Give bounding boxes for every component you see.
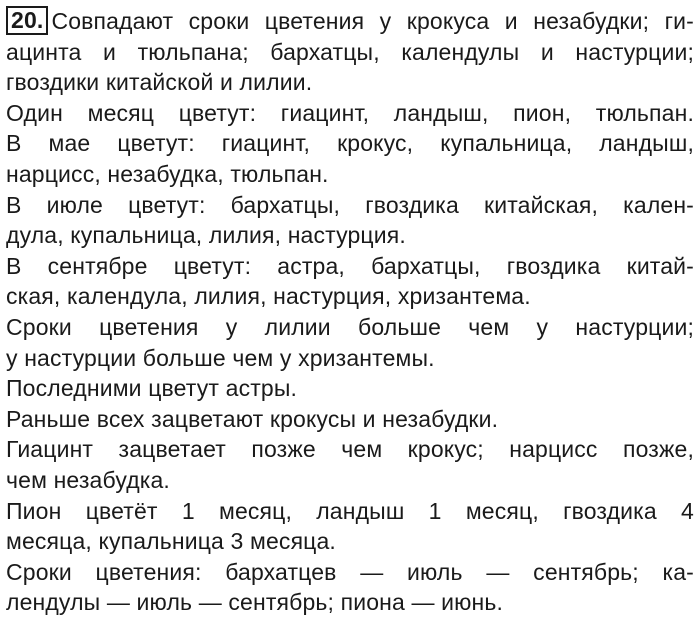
- text-line-4: Один месяц цветут: гиацинт, ландыш, пион, тюльпан.: [6, 99, 694, 126]
- text-line-6: нарцисс, незабудка, тюльпан.: [6, 161, 329, 187]
- text-line-20: лендулы — июль — сентябрь; пиона — июнь.: [6, 589, 504, 616]
- text-line-3: гвоздики китайской и лилии.: [6, 69, 313, 96]
- text-line-8: дула, купальница, лилия, настурция.: [6, 222, 406, 249]
- text-line-19: Сроки цветения: бархатцев — июль — сентябрь; ка-: [6, 558, 694, 585]
- text-line-7: В июле цветут: бархатцы, гвоздика китайская, кален-: [6, 191, 694, 218]
- text-line-14: Раньше всех зацветают крокусы и незабудки.: [6, 405, 499, 432]
- text-line-15: Гиацинт зацветает позже чем крокус; нарцисс позже,: [6, 436, 694, 463]
- text-line-10: ская, календула, лилия, настурция, хризантема.: [6, 283, 531, 310]
- text-line-9: В сентябре цветут: астра, бархатцы, гвоздика китай-: [6, 252, 694, 279]
- text-line-1: [6, 6, 694, 37]
- problem-number-badge: 20.: [6, 6, 48, 35]
- text-line-11: Сроки цветения у лилии больше чем у настурции;: [6, 314, 694, 340]
- text-line-5: В мае цветут: гиацинт, крокус, купальница, ландыш,: [6, 130, 694, 157]
- text-line-18: месяца, купальница 3 месяца.: [6, 528, 336, 555]
- text-line-12: у настурции больше чем у хризантемы.: [6, 344, 435, 371]
- text-line-17: Пион цветёт 1 месяц, ландыш 1 месяц, гвоздика 4: [6, 497, 694, 524]
- text-line-2: ацинта и тюльпана; бархатцы, календулы и настурции;: [6, 38, 694, 65]
- text-line-1-content: Совпадают сроки цветения у крокуса и незабудки; ги-: [51, 8, 694, 34]
- text-line-16: чем незабудка.: [6, 467, 170, 493]
- text-line-13: Последними цветут астры.: [6, 375, 298, 402]
